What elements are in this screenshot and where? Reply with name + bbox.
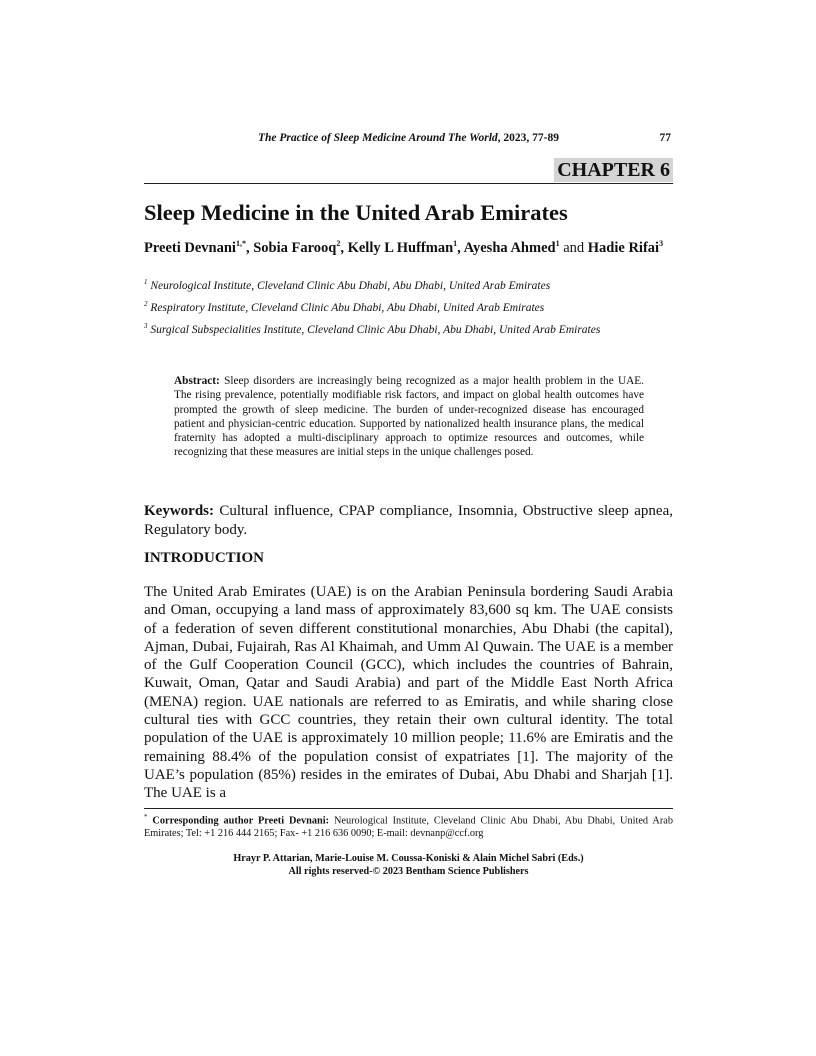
article-title: Sleep Medicine in the United Arab Emirates — [144, 200, 568, 225]
intro-paragraph: The United Arab Emirates (UAE) is on the Arabian Peninsula bordering Saudi Arabia and Oman, occupying a land mass of approximately 83,600 sq km. The UAE consists of a federation of seven different constitutional monarchies, Abu Dhabi (the capital), Ajman, Dubai, Fujairah, Ras Al Khaimah, and Umm Al Quwain. The UAE is a member of the Gulf Cooperation Council (GCC), which includes the countries of Bahrain, Kuwait, Oman, Qatar and Saudi Arabia) and part of the Middle East North Africa (MENA) region. UAE nationals are referred to as Emiratis, and while sharing close cultural ties with GCC countries, they retain their own cultural identity. The total population of the UAE is approximately 10 million people; 11.6% are Emiratis and the remaining 88.4% of the population consist of expatriates [1]. The majority of the UAE’s population (85%) resides in the emirates of Dubai, Abu Dhabi and Sharjah [1]. The UAE is a — [144, 584, 673, 802]
abstract-text: Sleep disorders are increasingly being recognized as a major health problem in the UAE. The rising prevalence, potentially modifiable risk factors, and impact on global health outcomes have prompted the growth of sleep medicine. The burden of under-recognized disease has encouraged patient and physician-centric education. Supported by nationalized health insurance plans, the medical fraternity has adopted a multi-disciplinary approach to optimize resources and outcomes, while recognizing that these measures are initial steps in the unique challenges posed. — [174, 375, 645, 459]
author-affiliation-mark: 1,* — [235, 239, 246, 248]
affiliation-text: Neurological Institute, Cleveland Clinic Abu Dhabi, Abu Dhabi, United Arab Emirates — [150, 279, 551, 292]
author-list: Preeti Devnani$^{1,*}$, Sobia Farooq$^2$, Kelly L Huffman$^1$, Ayesha Ahmed$^1$ and Hadie Rifai$^3$ — [144, 239, 664, 256]
affiliation-text: Surgical Subspecialities Institute, Cleveland Clinic Abu Dhabi, Abu Dhabi, United Arab Emirates — [150, 323, 601, 336]
affiliation — [144, 319, 673, 338]
running-head — [144, 132, 673, 144]
author-conjunction: and — [563, 239, 585, 256]
editors-line: Hrayr P. Attarian, Marie-Louise M. Coussa-Koniski & Alain Michel Sabri (Eds.) — [233, 853, 584, 864]
author-name: Sobia Farooq — [253, 239, 337, 256]
abstract-label: Abstract: — [174, 375, 220, 387]
author-affiliation-mark: 1 — [453, 239, 458, 248]
author-affiliation-mark: 1 — [555, 239, 560, 248]
keywords-text: Cultural influence, CPAP compliance, Insomnia, Obstructive sleep apnea, Regulatory body. — [144, 503, 673, 538]
author-affiliation-mark: 2 — [336, 239, 341, 248]
footnote-divider — [144, 808, 673, 809]
footnote-text: Neurological Institute, Cleveland Clinic Abu Dhabi, Abu Dhabi, United Arab Emirates; Tel: +1 216 444 2165; Fax- +1 216 636 0090; E-mail: devnanp@ccf.org — [144, 815, 673, 840]
chapter-label: CHAPTER 6 — [554, 158, 673, 182]
keywords-label: Keywords: — [144, 503, 214, 519]
footnote-mark: * — [144, 813, 148, 821]
author-name: Kelly L Huffman — [347, 239, 454, 256]
keywords — [144, 502, 673, 540]
affiliation-mark: 1 — [144, 278, 148, 286]
rights-line: All rights reserved-© 2023 Bentham Science Publishers — [288, 866, 529, 877]
publisher-info — [144, 852, 673, 878]
chapter-banner — [144, 158, 673, 184]
affiliation-mark: 3 — [144, 321, 148, 330]
affiliations — [144, 275, 673, 340]
author-name: Ayesha Ahmed — [463, 239, 556, 256]
journal-title: The Practice of Sleep Medicine Around The World — [257, 132, 498, 144]
footnote — [144, 811, 673, 840]
footnote-label: Corresponding author Preeti Devnani: — [152, 815, 330, 827]
affiliation-text: Respiratory Institute, Cleveland Clinic Abu Dhabi, Abu Dhabi, United Arab Emirates — [150, 301, 545, 314]
affiliation — [144, 297, 673, 316]
section-heading: INTRODUCTION — [144, 550, 265, 566]
author-affiliation-mark: 3 — [659, 239, 664, 248]
page-number: 77 — [659, 132, 671, 144]
journal-citation: , 2023, 77-89 — [497, 132, 560, 144]
affiliation — [144, 275, 673, 294]
abstract — [174, 374, 644, 460]
affiliation-mark: 2 — [144, 299, 148, 308]
author-name: Hadie Rifai — [587, 239, 660, 256]
author-name: Preeti Devnani — [144, 239, 236, 256]
